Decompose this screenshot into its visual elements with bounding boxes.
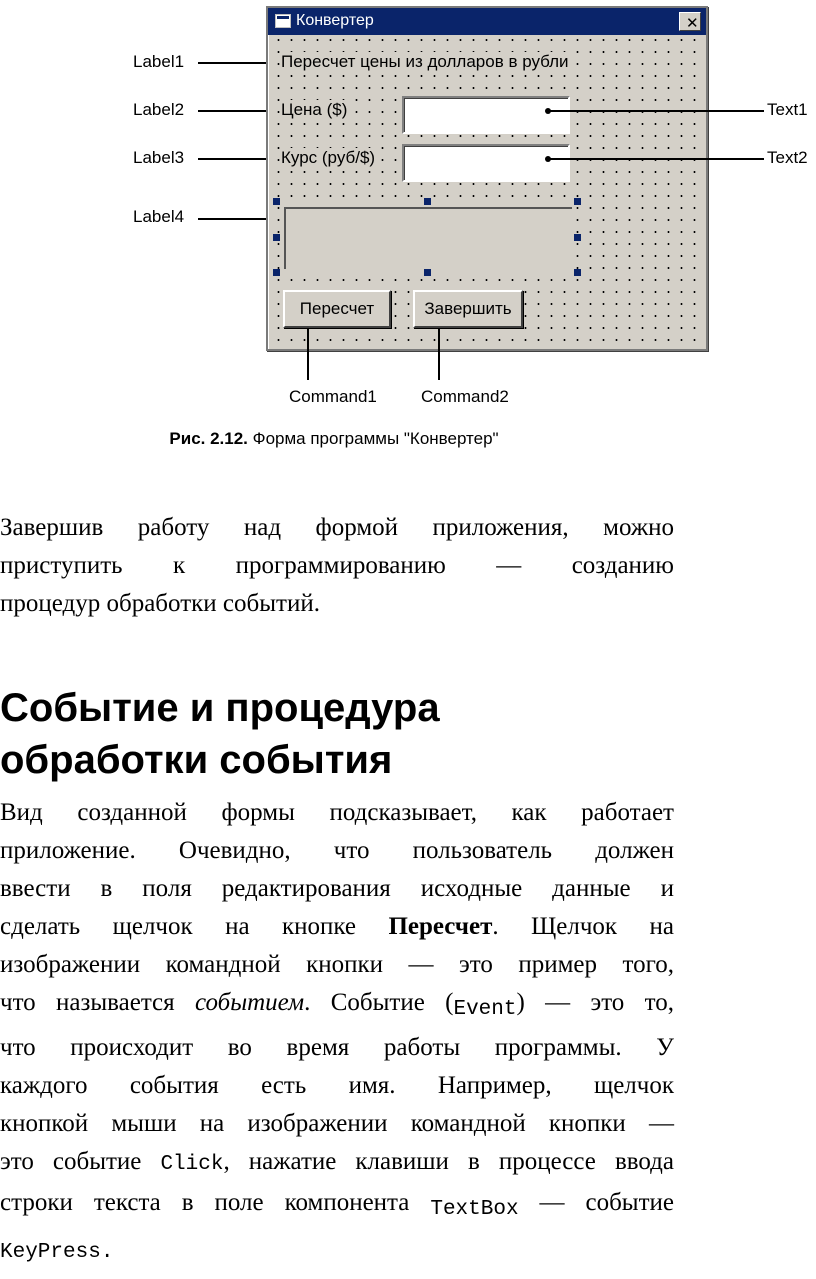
code-keypress-line [0,1241,113,1264]
callout-line-text2 [548,158,764,160]
callout-text2: Text2 [767,148,808,167]
selection-handle[interactable] [273,234,280,241]
text-line: что происходит во время работы программы. У [0,1034,674,1061]
paragraph-event [0,794,674,1229]
text-line [0,984,674,1029]
selection-handle[interactable] [424,269,431,276]
text-run: , нажатие клавиши в процессе ввода [223,1148,674,1175]
text-line: кнопкой мыши на изображении командной кнопки — [0,1110,674,1137]
form-label1: Пересчет цены из долларов в рубли [281,52,569,71]
heading-line: Событие и процедура [0,686,440,730]
text-run: сделать щелчок на кнопке [0,913,389,940]
text-line: процедур обработки событий. [0,590,320,617]
text-run: . Щелчок на [492,913,674,940]
close-button[interactable]: ✕ [679,12,701,31]
text-line [0,1184,674,1229]
callout-label4: Label4 [133,207,185,226]
text-line: изображении командной кнопки — это пример того, [0,951,674,978]
form-text2-input[interactable] [402,144,570,182]
selection-handle[interactable] [273,269,280,276]
selection-handle[interactable] [273,198,280,205]
text-line: ввести в поля редактирования исходные данные и [0,875,674,902]
callout-line-command2 [438,328,440,380]
callout-command1: Command1 [289,387,377,406]
text-run: . [100,1241,114,1264]
text-line: приступить к программированию — созданию [0,552,674,579]
callout-label3: Label3 [133,148,185,167]
selection-handle[interactable] [574,269,581,276]
code-keypress: KeyPress [0,1241,101,1264]
form-label4-output [284,207,572,269]
code-textbox: TextBox [430,1198,519,1221]
heading-line: обработки события [0,738,393,782]
text-line: Вид созданной формы подсказывает, как работает [0,799,674,826]
callout-label1: Label1 [133,52,185,71]
form-text1-input[interactable] [402,96,570,134]
italic-term-event: событием [194,989,305,1016]
text-run: ) — это то, [516,989,674,1016]
window-titlebar [268,8,706,35]
selection-handle[interactable] [424,198,431,205]
callout-text1: Text1 [767,100,808,119]
selection-handle[interactable] [574,234,581,241]
recalculate-button[interactable]: Пересчет [283,290,391,328]
text-line [0,908,674,946]
finish-button[interactable]: Завершить [413,290,523,328]
text-line: каждого события есть имя. Например, щелчок [0,1072,674,1099]
text-line: приложение. Очевидно, что пользователь должен [0,837,674,864]
code-event: Event [453,998,517,1021]
text-run: это событие [0,1148,161,1175]
figure-caption [0,429,668,449]
form-label3: Курс (руб/$) [281,148,376,167]
section-heading [0,682,700,786]
text-line [0,1143,674,1184]
text-run: строки текста в поле компонента [0,1189,431,1216]
callout-line-command1 [307,328,309,380]
callout-line-text1 [548,110,764,112]
callout-command2: Command2 [421,387,509,406]
form-label2: Цена ($) [281,100,348,119]
text-run: . Событие ( [304,989,454,1016]
callout-label2: Label2 [133,100,185,119]
paragraph-intro [0,509,674,623]
text-run: что называется [0,989,195,1016]
figure-konverter-form [0,0,816,460]
text-run: — событие [518,1189,674,1216]
caption-text: Форма программы "Конвертер" [252,429,499,448]
selection-handle[interactable] [574,198,581,205]
caption-number: Рис. 2.12. [169,429,248,448]
bold-term-recalculate: Пересчет [388,913,493,940]
code-click: Click [160,1153,224,1176]
form-icon [275,14,291,28]
text-line: Завершив работу над формой приложения, можно [0,514,674,541]
window-title: Конвертер [296,12,374,29]
